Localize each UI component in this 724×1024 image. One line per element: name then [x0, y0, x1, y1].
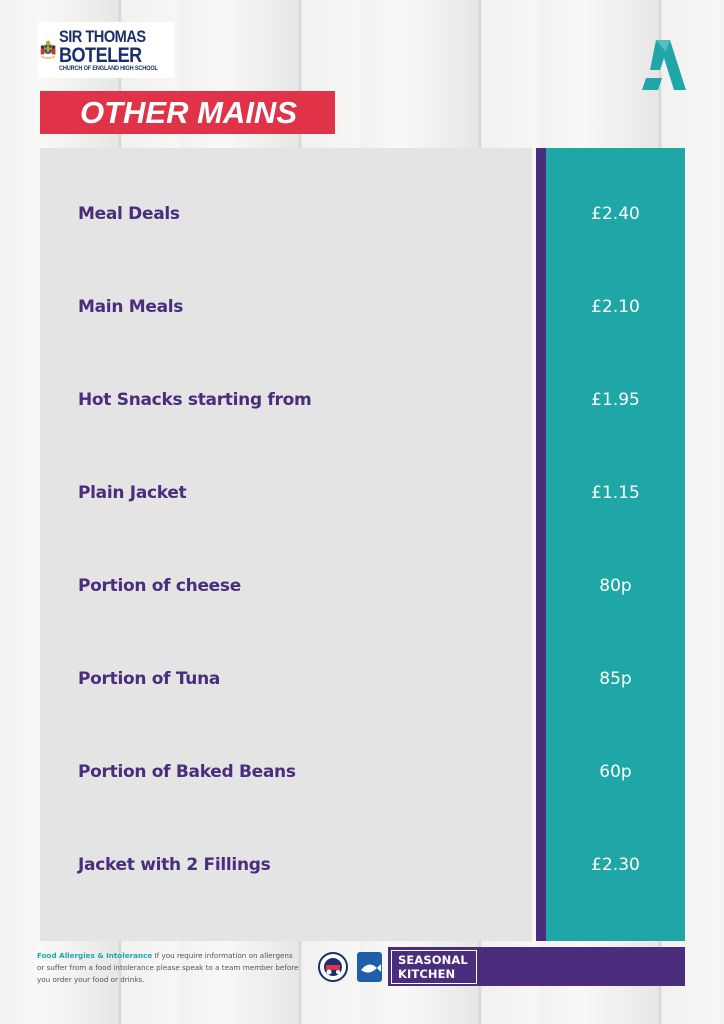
- menu-item-price: £1.15: [591, 483, 640, 503]
- menu-item-name: Portion of Baked Beans: [78, 762, 296, 782]
- school-crest-icon: [40, 24, 56, 76]
- menu-item-price: 60p: [599, 762, 632, 782]
- divider-strip: [536, 148, 546, 941]
- msc-fish-badge-icon: [357, 952, 382, 982]
- page-title: OTHER MAINS: [40, 91, 335, 134]
- menu-item-name: Hot Snacks starting from: [78, 390, 312, 410]
- allergy-heading: Food Allergies & Intolerance: [37, 951, 153, 960]
- menu-items-panel: [40, 148, 532, 941]
- menu-item-name: Meal Deals: [78, 204, 180, 224]
- logo-line-3: CHURCH OF ENGLAND HIGH SCHOOL: [59, 64, 158, 72]
- prices-panel: [546, 148, 685, 941]
- logo-line-2: BOTELER: [59, 43, 142, 67]
- allergy-text: If you require information on allergens or suffer from a food intolerance please speak to a team member before you order your food or drinks.: [37, 951, 299, 984]
- allergy-notice: [37, 950, 302, 986]
- letter-a-icon: [642, 40, 686, 90]
- menu-item-price: £2.40: [591, 204, 640, 224]
- seasonal-kitchen-logo: [391, 950, 477, 984]
- menu-item-name: Plain Jacket: [78, 483, 187, 503]
- seasonal-line-2: KITCHEN: [398, 967, 456, 981]
- menu-item-price: £2.10: [591, 297, 640, 317]
- red-tractor-badge-icon: [318, 952, 348, 982]
- menu-item-name: Portion of Tuna: [78, 669, 221, 689]
- menu-item-name: Jacket with 2 Fillings: [78, 855, 271, 875]
- school-logo: [38, 22, 174, 78]
- logo-line-1: SIR THOMAS: [59, 26, 146, 46]
- menu-item-price: £1.95: [591, 390, 640, 410]
- menu-item-name: Portion of cheese: [78, 576, 241, 596]
- seasonal-line-1: SEASONAL: [398, 953, 468, 967]
- menu-item-price: 85p: [599, 669, 632, 689]
- menu-item-price: £2.30: [591, 855, 640, 875]
- menu-item-name: Main Meals: [78, 297, 184, 317]
- menu-item-price: 80p: [599, 576, 632, 596]
